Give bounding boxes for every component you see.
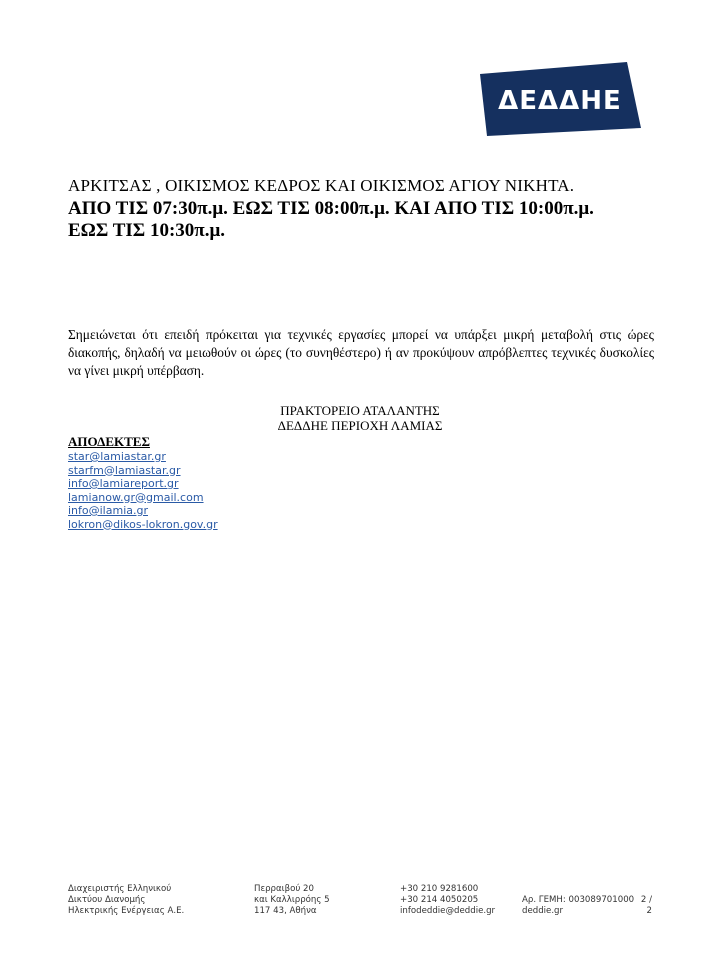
- footer-website: deddie.gr: [522, 905, 564, 916]
- list-item: [68, 518, 218, 532]
- logo-graphic: [477, 60, 645, 138]
- recipient-email-link[interactable]: info@ilamia.gr: [68, 504, 148, 517]
- signature-block: [200, 403, 520, 433]
- footer-address: [254, 884, 330, 916]
- footer-company: [68, 884, 184, 916]
- outage-times-line-2: ΕΩΣ ΤΙΣ 10:30π.μ.: [68, 220, 225, 241]
- outage-times: [68, 198, 668, 242]
- footer-company-line: Διαχειριστής Ελληνικού: [68, 884, 172, 894]
- page-number: [638, 895, 652, 917]
- footer-company-line: Ηλεκτρικής Ενέργειας Α.Ε.: [68, 905, 185, 916]
- footer-registry-number: Αρ. ΓΕΜΗ: 003089701000: [522, 894, 635, 905]
- page-number-total: 2: [646, 905, 652, 916]
- logo-text: ΔΕΔΔΗΕ: [498, 86, 622, 116]
- recipient-email-link[interactable]: lamianow.gr@gmail.com: [68, 490, 204, 504]
- signature-region: ΔΕΔΔΗΕ ΠΕΡΙΟΧΗ ΛΑΜΙΑΣ: [277, 418, 443, 433]
- page-footer: [0, 884, 720, 924]
- list-item: [68, 491, 218, 505]
- recipients-list: [68, 450, 218, 531]
- recipients-heading: ΑΠΟΔΕΚΤΕΣ: [68, 434, 150, 449]
- list-item: [68, 504, 218, 518]
- footer-registry: [522, 895, 634, 917]
- outage-times-line-1: ΑΠΟ ΤΙΣ 07:30π.μ. ΕΩΣ ΤΙΣ 08:00π.μ. ΚΑΙ ΑΠΟ ΤΙΣ 10:00π.μ.: [68, 198, 594, 219]
- outage-locations: ΑΡΚΙΤΣΑΣ , ΟΙΚΙΣΜΟΣ ΚΕΔΡΟΣ ΚΑΙ ΟΙΚΙΣΜΟΣ ΑΓΙΟΥ ΝΙΚΗΤΑ.: [68, 176, 575, 195]
- footer-contact: [400, 884, 495, 916]
- list-item: [68, 464, 218, 478]
- footer-phone: +30 214 4050205: [400, 894, 479, 905]
- deddie-logo: [477, 60, 645, 138]
- footer-address-line: 117 43, Αθήνα: [254, 905, 317, 916]
- footer-company-line: Δικτύου Διανομής: [68, 894, 146, 905]
- recipient-email-link[interactable]: starfm@lamiastar.gr: [68, 463, 181, 477]
- recipient-email-link[interactable]: lokron@dikos-lokron.gov.gr: [68, 517, 218, 531]
- list-item: [68, 477, 218, 491]
- footer-phone: +30 210 9281600: [400, 884, 479, 894]
- list-item: [68, 450, 218, 464]
- footer-address-line: Περραιβού 20: [254, 884, 314, 894]
- recipient-email-link[interactable]: star@lamiastar.gr: [68, 450, 166, 463]
- recipient-email-link[interactable]: info@lamiareport.gr: [68, 477, 179, 490]
- disclaimer-note: Σημειώνεται ότι επειδή πρόκειται για τεχνικές εργασίες μπορεί να υπάρξει μικρή μεταβολή στις ώρες διακοπής, δηλαδή να μειωθούν οι ώρες (το συνηθέστερο) ή αν προκύψουν απρόβλεπτες τεχνικές δυσκολίες να γίνει μικρή υπέρβαση.: [68, 327, 654, 378]
- footer-email: infodeddie@deddie.gr: [400, 905, 496, 916]
- signature-office: ΠΡΑΚΤΟΡΕΙΟ ΑΤΑΛΑΝΤΗΣ: [280, 403, 440, 418]
- footer-address-line: και Καλλιρρόης 5: [254, 894, 330, 905]
- page-number-current: 2 /: [640, 894, 652, 905]
